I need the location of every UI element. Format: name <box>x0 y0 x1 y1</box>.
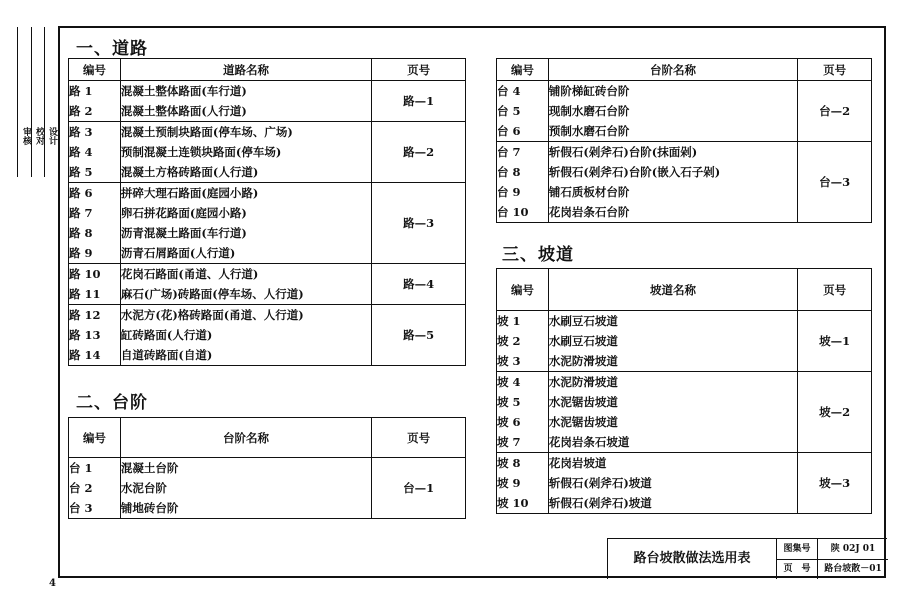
col-page: 页号 <box>372 59 466 81</box>
item-name: 预制混凝土连锁块路面(停车场) <box>120 145 282 159</box>
name-cell <box>120 122 371 183</box>
item-name: 自道砖路面(自道) <box>120 348 213 362</box>
item-name: 混凝土台阶 <box>120 461 179 475</box>
code-cell <box>497 81 549 142</box>
item-code: 台 2 <box>69 481 93 495</box>
atlas-value: 陕 02J 01 <box>830 544 876 554</box>
section-ramps-heading: 三、坡道 <box>502 245 574 265</box>
item-code: 路 7 <box>69 206 93 220</box>
item-code: 台 5 <box>497 104 521 118</box>
name-cell <box>548 81 797 142</box>
page-cell: 坡—3 <box>798 453 872 514</box>
item-code: 台 10 <box>497 205 529 219</box>
item-code: 路 9 <box>69 246 93 260</box>
item-name: 水泥台阶 <box>120 481 167 495</box>
item-code: 坡 1 <box>497 314 521 328</box>
code-cell <box>497 453 549 514</box>
col-name: 道路名称 <box>120 59 371 81</box>
item-code: 台 3 <box>69 501 93 515</box>
item-code: 路 2 <box>69 104 93 118</box>
steps-table <box>68 417 466 519</box>
name-cell <box>548 453 797 514</box>
page-cell: 坡—2 <box>798 372 872 453</box>
page-cell: 路—2 <box>372 122 466 183</box>
item-name: 斩假石(剁斧石)台阶(抹面剁) <box>548 145 698 159</box>
item-name: 卵石拼花路面(庭园小路) <box>120 206 247 220</box>
table-row <box>69 122 466 183</box>
item-name: 斩假石(剁斧石)坡道 <box>548 496 652 510</box>
title-block-grid <box>776 539 888 579</box>
table-row <box>69 81 466 122</box>
item-name: 沥青石屑路面(人行道) <box>120 246 236 260</box>
item-name: 花岗岩坡道 <box>548 456 607 470</box>
col-page: 页号 <box>798 269 872 311</box>
table-row <box>69 183 466 264</box>
code-cell <box>69 264 121 305</box>
item-code: 坡 6 <box>497 415 521 429</box>
steps-table-continued <box>496 58 872 223</box>
sheet-title: 路台坡散做法选用表 <box>633 551 751 566</box>
strip-cell-check: 校对 <box>34 127 44 145</box>
item-name: 水泥防滑坡道 <box>548 375 618 389</box>
page-cell: 路—3 <box>372 183 466 264</box>
item-name: 花岗岩条石坡道 <box>548 435 630 449</box>
table-row <box>497 81 872 142</box>
item-name: 铺石质板材台阶 <box>548 185 630 199</box>
name-cell <box>120 264 371 305</box>
page-cell: 坡—1 <box>798 311 872 372</box>
item-name: 混凝土整体路面(人行道) <box>120 104 247 118</box>
item-code: 坡 9 <box>497 476 521 490</box>
code-cell <box>69 458 121 519</box>
page-cell: 台—2 <box>798 81 872 142</box>
page-cell: 台—3 <box>798 142 872 223</box>
item-name: 混凝土整体路面(车行道) <box>120 84 247 98</box>
code-cell <box>69 305 121 366</box>
item-name: 斩假石(剁斧石)台阶(嵌入石子剁) <box>548 165 721 179</box>
code-cell <box>497 142 549 223</box>
col-code: 编号 <box>69 418 121 458</box>
section-steps-heading: 二、台阶 <box>76 393 148 413</box>
item-code: 路 10 <box>69 267 101 281</box>
col-code: 编号 <box>69 59 121 81</box>
page-number: 4 <box>49 578 56 589</box>
strip-cell-design: 设计 <box>47 127 57 145</box>
name-cell <box>120 458 371 519</box>
page-label: 页 号 <box>777 559 818 579</box>
item-code: 路 12 <box>69 308 101 322</box>
item-name: 麻石(广场)砖路面(停车场、人行道) <box>120 287 304 301</box>
roads-table <box>68 58 466 366</box>
item-name: 水刷豆石坡道 <box>548 314 618 328</box>
item-name: 花岗石路面(甬道、人行道) <box>120 267 259 281</box>
item-name: 混凝土预制块路面(停车场、广场) <box>120 125 293 139</box>
item-code: 路 11 <box>69 287 101 301</box>
signature-strip <box>17 27 58 177</box>
code-cell <box>497 372 549 453</box>
table-row <box>69 458 466 519</box>
item-name: 铺地砖台阶 <box>120 501 179 515</box>
item-name: 缸砖路面(人行道) <box>120 328 213 342</box>
item-code: 台 1 <box>69 461 93 475</box>
item-code: 台 7 <box>497 145 521 159</box>
item-code: 路 14 <box>69 348 101 362</box>
item-name: 花岗岩条石台阶 <box>548 205 630 219</box>
item-name: 水泥防滑坡道 <box>548 354 618 368</box>
col-name: 台阶名称 <box>548 59 797 81</box>
title-block <box>607 538 887 579</box>
table-row <box>69 305 466 366</box>
code-cell <box>69 183 121 264</box>
table-row <box>497 142 872 223</box>
item-code: 路 4 <box>69 145 93 159</box>
item-code: 路 8 <box>69 226 93 240</box>
item-code: 坡 5 <box>497 395 521 409</box>
item-name: 水泥锯齿坡道 <box>548 395 618 409</box>
name-cell <box>120 183 371 264</box>
col-name: 台阶名称 <box>120 418 371 458</box>
table-row <box>497 372 872 453</box>
name-cell <box>120 81 371 122</box>
col-name: 坡道名称 <box>548 269 797 311</box>
code-cell <box>497 311 549 372</box>
strip-cell-review: 审核 <box>21 127 31 145</box>
page-cell: 路—4 <box>372 264 466 305</box>
item-name: 沥青混凝土路面(车行道) <box>120 226 247 240</box>
item-code: 坡 2 <box>497 334 521 348</box>
item-name: 水泥方(花)格砖路面(甬道、人行道) <box>120 308 304 322</box>
item-code: 台 4 <box>497 84 521 98</box>
section-roads-heading: 一、道路 <box>76 39 148 59</box>
table-row <box>497 453 872 514</box>
item-name: 现制水磨石台阶 <box>548 104 630 118</box>
item-name: 拼碎大理石路面(庭园小路) <box>120 186 259 200</box>
item-name: 斩假石(剁斧石)坡道 <box>548 476 652 490</box>
item-name: 混凝土方格砖路面(人行道) <box>120 165 259 179</box>
code-cell <box>69 81 121 122</box>
item-code: 台 8 <box>497 165 521 179</box>
item-code: 坡 3 <box>497 354 521 368</box>
item-code: 路 6 <box>69 186 93 200</box>
item-name: 水泥锯齿坡道 <box>548 415 618 429</box>
col-code: 编号 <box>497 269 549 311</box>
col-page: 页号 <box>372 418 466 458</box>
page-cell: 路—1 <box>372 81 466 122</box>
col-code: 编号 <box>497 59 549 81</box>
item-code: 坡 10 <box>497 496 529 510</box>
code-cell <box>69 122 121 183</box>
ramps-table <box>496 268 872 514</box>
page-cell: 台—1 <box>372 458 466 519</box>
item-name: 预制水磨石台阶 <box>548 124 630 138</box>
atlas-label: 图集号 <box>777 539 818 559</box>
item-code: 坡 7 <box>497 435 521 449</box>
item-code: 台 9 <box>497 185 521 199</box>
item-name: 铺阶梯缸砖台阶 <box>548 84 630 98</box>
item-code: 台 6 <box>497 124 521 138</box>
item-code: 路 3 <box>69 125 93 139</box>
col-page: 页号 <box>798 59 872 81</box>
item-code: 路 1 <box>69 84 93 98</box>
page-value: 路台坡散－01 <box>824 564 882 574</box>
item-code: 坡 8 <box>497 456 521 470</box>
page-cell: 路—5 <box>372 305 466 366</box>
name-cell <box>120 305 371 366</box>
item-code: 路 13 <box>69 328 101 342</box>
item-name: 水刷豆石坡道 <box>548 334 618 348</box>
name-cell <box>548 311 797 372</box>
table-row <box>497 311 872 372</box>
item-code: 坡 4 <box>497 375 521 389</box>
name-cell <box>548 142 797 223</box>
table-row <box>69 264 466 305</box>
name-cell <box>548 372 797 453</box>
item-code: 路 5 <box>69 165 93 179</box>
